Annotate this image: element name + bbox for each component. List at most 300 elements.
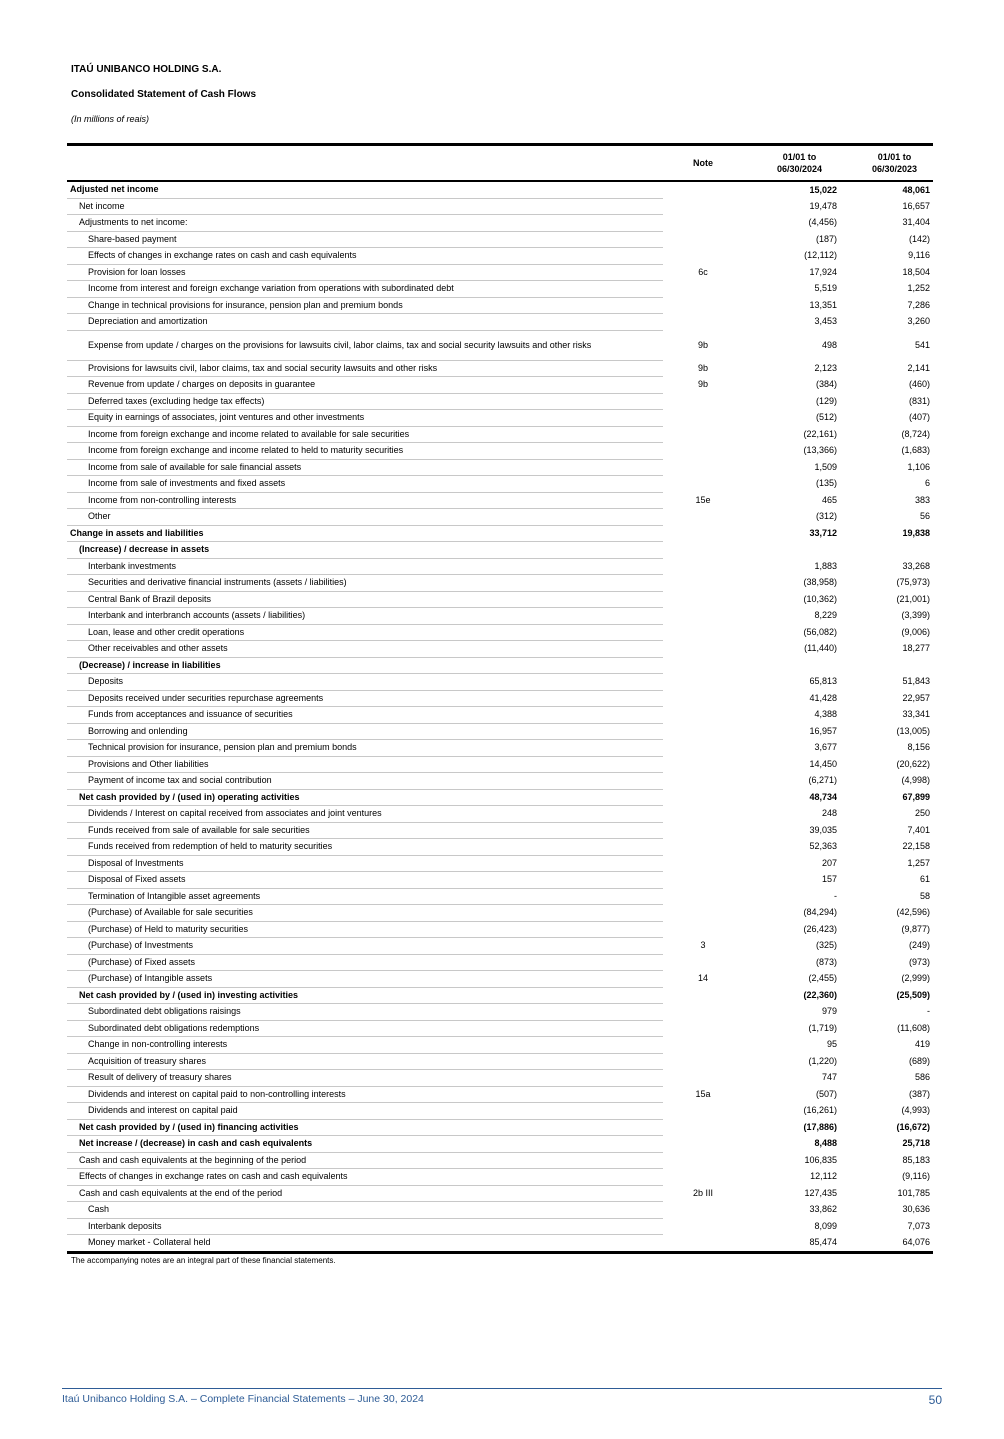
table-row [67,641,933,658]
table-row [67,624,933,641]
row-value-2024: 8,099 [814,1220,837,1231]
row-value-2023: (689) [908,1055,930,1066]
table-row [67,872,933,889]
row-label: Securities and derivative financial instruments (assets / liabilities) [67,575,663,592]
row-note [663,281,743,298]
row-label: Provisions and Other liabilities [67,756,663,773]
row-note [663,1152,743,1169]
row-label: Interbank deposits [67,1218,663,1235]
table-row [67,855,933,872]
row-note [663,839,743,856]
row-label: Income from foreign exchange and income related to held to maturity securities [67,443,663,460]
header-period-2024-line2: 06/30/2024 [776,164,823,174]
table-row [67,330,933,360]
row-value-2024: 747 [821,1072,837,1083]
table-row [67,1103,933,1120]
row-value-2023: 419 [914,1039,930,1050]
table-row [67,707,933,724]
table-row [67,231,933,248]
row-note [663,987,743,1004]
row-note [663,888,743,905]
row-value-2023: - [927,1006,930,1017]
row-value-2023 [840,657,933,674]
row-note [663,231,743,248]
row-value-2023: 7,073 [907,1220,930,1231]
cash-flow-table [67,143,933,1254]
row-label: Cash and cash equivalents at the end of the period [67,1185,663,1202]
row-value-2024: 41,428 [809,692,837,703]
row-label: Provision for loan losses [67,264,663,281]
row-note [663,1136,743,1153]
row-value-2023: 85,183 [902,1154,930,1165]
row-value-2024: (11,440) [804,643,837,654]
row-label: Acquisition of treasury shares [67,1053,663,1070]
row-note [663,822,743,839]
row-value-2023: 1,106 [907,461,930,472]
row-value-2024: (384) [815,379,837,390]
row-label: Technical provision for insurance, pension plan and premium bonds [67,740,663,757]
row-value-2023: 33,268 [902,560,930,571]
row-value-2023: 6 [924,478,930,489]
row-value-2024: 106,835 [804,1154,837,1165]
row-note [663,756,743,773]
row-label: Interbank investments [67,558,663,575]
row-value-2024: (187) [815,233,837,244]
row-value-2023: (75,973) [896,577,930,588]
row-note [663,690,743,707]
row-note [663,215,743,232]
row-value-2024: (1,220) [808,1055,837,1066]
row-note: 14 [697,973,708,984]
row-note [663,181,743,198]
row-value-2023: (9,006) [901,626,930,637]
row-value-2023: 18,277 [902,643,930,654]
row-note [663,1037,743,1054]
row-value-2023: (9,116) [902,1171,930,1182]
row-note [663,789,743,806]
row-value-2023: 3,260 [907,316,930,327]
row-label: Dividends and interest on capital paid to non-controlling interests [67,1086,663,1103]
row-value-2023: 8,156 [907,742,930,753]
table-row [67,492,933,509]
row-note: 2b III [692,1187,713,1198]
row-note [663,525,743,542]
header-period-2024-line1: 01/01 to [782,152,817,162]
header-period-2024 [743,145,840,182]
table-row [67,575,933,592]
row-label: (Purchase) of Available for sale securities [67,905,663,922]
row-value-2024: (22,161) [803,428,837,439]
table-row [67,1004,933,1021]
row-label: Net increase / (decrease) in cash and cash equivalents [67,1136,663,1153]
row-value-2023: 383 [914,494,930,505]
row-label: Disposal of Investments [67,855,663,872]
table-row [67,1037,933,1054]
row-value-2023: (973) [908,956,930,967]
row-value-2024: (10,362) [803,593,837,604]
row-value-2023: (8,724) [901,428,930,439]
row-value-2024: 498 [821,339,837,350]
row-label: Funds received from redemption of held to maturity securities [67,839,663,856]
row-note: 9b [697,362,708,373]
row-value-2024: (135) [815,478,837,489]
row-label: Provisions for lawsuits civil, labor claims, tax and social security lawsuits and other risks [67,360,663,377]
row-note [663,426,743,443]
table-row [67,657,933,674]
row-label: (Purchase) of Investments [67,938,663,955]
row-value-2024: (6,271) [808,775,837,786]
row-label: Other receivables and other assets [67,641,663,658]
row-value-2023: (25,509) [896,989,930,1000]
row-label: Income from sale of available for sale financial assets [67,459,663,476]
row-note [663,657,743,674]
row-label: Effects of changes in exchange rates on cash and cash equivalents [67,248,663,265]
row-value-2024: 8,488 [814,1138,837,1149]
row-label: Cash [67,1202,663,1219]
table-row [67,971,933,988]
row-value-2023 [840,542,933,559]
row-value-2023: (831) [908,395,930,406]
row-label: Equity in earnings of associates, joint ventures and other investments [67,410,663,427]
row-note [663,1235,743,1253]
row-value-2024: 33,712 [809,527,837,538]
row-value-2024: 33,862 [809,1204,837,1215]
row-note [663,624,743,641]
table-row [67,525,933,542]
row-note [663,198,743,215]
row-value-2024: 15,022 [809,184,837,195]
row-note [663,314,743,331]
row-value-2023: 101,785 [897,1187,930,1198]
table-row [67,1152,933,1169]
row-value-2023: 2,141 [907,362,930,373]
row-value-2023: (21,001) [896,593,930,604]
table-row [67,938,933,955]
row-note [663,855,743,872]
row-note [663,1169,743,1186]
row-label: Adjusted net income [67,181,663,198]
table-body [67,181,933,1252]
row-label: Other [67,509,663,526]
row-label: Expense from update / charges on the provisions for lawsuits civil, labor claims, tax and social security lawsuits and other risks [67,330,663,360]
row-label: Change in technical provisions for insurance, pension plan and premium bonds [67,297,663,314]
row-label: Interbank and interbranch accounts (assets / liabilities) [67,608,663,625]
table-row [67,459,933,476]
row-value-2024: (13,366) [803,445,837,456]
row-value-2024: 14,450 [809,758,837,769]
header-period-2023-line2: 06/30/2023 [871,164,918,174]
row-value-2023: (16,672) [896,1121,930,1132]
table-row [67,723,933,740]
footnote: The accompanying notes are an integral part of these financial statements. [71,1256,336,1265]
row-value-2023: 9,116 [908,250,930,261]
row-value-2024: 16,957 [809,725,837,736]
row-label: Borrowing and onlending [67,723,663,740]
row-value-2024: (512) [815,412,837,423]
row-value-2024: 13,351 [809,299,837,310]
row-note [663,1119,743,1136]
table-row [67,1070,933,1087]
row-label: Net cash provided by / (used in) investing activities [67,987,663,1004]
row-value-2023: 250 [914,808,930,819]
row-label: Dividends and interest on capital paid [67,1103,663,1120]
row-value-2024: (4,456) [808,217,837,228]
table-row [67,314,933,331]
table-row [67,360,933,377]
row-label: Result of delivery of treasury shares [67,1070,663,1087]
row-value-2024: 1,883 [814,560,837,571]
row-value-2023: (142) [908,233,930,244]
table-row [67,591,933,608]
table-row [67,822,933,839]
table-row [67,558,933,575]
row-note: 3 [700,940,706,951]
row-note [663,558,743,575]
table-row [67,1202,933,1219]
row-value-2023: 16,657 [902,200,930,211]
table-row [67,1218,933,1235]
table-row [67,806,933,823]
row-label: Change in assets and liabilities [67,525,663,542]
row-value-2024: (26,423) [803,923,837,934]
table-row [67,1053,933,1070]
row-value-2023: (1,683) [901,445,930,456]
row-value-2023: (13,005) [896,725,930,736]
row-value-2023: (4,998) [901,775,930,786]
row-label: Income from non-controlling interests [67,492,663,509]
row-note [663,509,743,526]
row-value-2024: - [834,890,837,901]
row-label: Effects of changes in exchange rates on cash and cash equivalents [67,1169,663,1186]
row-note [663,707,743,724]
row-label: Loan, lease and other credit operations [67,624,663,641]
row-value-2023: 1,257 [907,857,930,868]
row-note [663,921,743,938]
row-note [663,410,743,427]
row-value-2024: 157 [821,874,837,885]
table-row [67,509,933,526]
row-value-2023: 586 [914,1072,930,1083]
table-row [67,1185,933,1202]
row-value-2024: 65,813 [809,676,837,687]
row-label: Change in non-controlling interests [67,1037,663,1054]
table-row [67,443,933,460]
header-period-2023-line1: 01/01 to [877,152,912,162]
row-value-2024: 248 [821,808,837,819]
row-note [663,723,743,740]
row-value-2023: 22,957 [902,692,930,703]
row-value-2023: 541 [914,339,930,350]
page-number: 50 [928,1393,942,1407]
table-row [67,690,933,707]
table-row [67,1169,933,1186]
row-note: 6c [698,266,708,277]
row-value-2023: (249) [908,940,930,951]
table-row [67,921,933,938]
row-value-2024: 17,924 [809,266,837,277]
row-value-2023: (3,399) [901,610,930,621]
row-value-2023: 56 [919,511,930,522]
row-value-2023: (4,993) [901,1105,930,1116]
row-note [663,954,743,971]
row-label: (Decrease) / increase in liabilities [67,657,663,674]
row-label: Net cash provided by / (used in) financing activities [67,1119,663,1136]
row-value-2023: 7,401 [907,824,930,835]
row-value-2023: (387) [908,1088,930,1099]
table-row [67,426,933,443]
row-value-2023: (2,999) [901,973,930,984]
row-value-2023: 51,843 [902,676,930,687]
unit-note: (In millions of reais) [71,114,150,124]
table-row [67,608,933,625]
row-note [663,459,743,476]
row-value-2024 [743,542,840,559]
row-value-2024: 95 [826,1039,837,1050]
row-note [663,806,743,823]
table-row [67,393,933,410]
row-value-2024: (129) [815,395,837,406]
row-label: Income from sale of investments and fixed assets [67,476,663,493]
row-label: Share-based payment [67,231,663,248]
row-note [663,872,743,889]
table-row [67,476,933,493]
row-value-2023: 33,341 [902,709,930,720]
row-value-2024: 465 [821,494,837,505]
row-label: Deposits [67,674,663,691]
row-label: Revenue from update / charges on deposits in guarantee [67,377,663,394]
row-value-2024: (507) [815,1088,837,1099]
table-row [67,181,933,198]
row-value-2024: (17,886) [803,1121,837,1132]
row-value-2023: 48,061 [902,184,930,195]
row-label: Money market - Collateral held [67,1235,663,1253]
row-value-2024: 12,112 [810,1171,837,1182]
cash-flow-table-container [67,143,933,1254]
row-note [663,575,743,592]
table-row [67,215,933,232]
row-value-2023: 25,718 [902,1138,930,1149]
row-note: 15a [695,1088,711,1099]
row-value-2023: (460) [908,379,930,390]
row-value-2024: 207 [821,857,837,868]
row-note: 9b [697,379,708,390]
table-row [67,674,933,691]
row-value-2024: 3,453 [814,316,837,327]
row-note [663,591,743,608]
table-row [67,987,933,1004]
company-name: ITAÚ UNIBANCO HOLDING S.A. [71,64,222,75]
row-note [663,542,743,559]
row-note [663,476,743,493]
row-label: Funds received from sale of available for sale securities [67,822,663,839]
row-value-2024: 127,435 [804,1187,837,1198]
row-label: (Purchase) of Intangible assets [67,971,663,988]
row-value-2024: 85,474 [809,1237,837,1247]
statement-title: Consolidated Statement of Cash Flows [71,89,257,100]
row-note [663,641,743,658]
row-value-2024: (16,261) [803,1105,837,1116]
footer-divider [62,1388,942,1389]
row-label: Disposal of Fixed assets [67,872,663,889]
table-row [67,740,933,757]
row-note [663,1103,743,1120]
table-row [67,1020,933,1037]
row-value-2024: (2,455) [808,973,837,984]
table-row [67,198,933,215]
row-note [663,905,743,922]
row-value-2023: 22,158 [902,841,930,852]
table-row [67,954,933,971]
row-label: Depreciation and amortization [67,314,663,331]
table-row [67,839,933,856]
row-label: Termination of Intangible asset agreements [67,888,663,905]
row-value-2023: 7,286 [907,299,930,310]
row-note [663,1202,743,1219]
row-value-2023: (407) [908,412,930,423]
table-row [67,756,933,773]
table-row [67,1119,933,1136]
row-value-2024: 48,734 [809,791,837,802]
row-value-2024 [743,657,840,674]
row-label: Payment of income tax and social contribution [67,773,663,790]
row-value-2024: 3,677 [814,742,837,753]
header-label-spacer [67,145,663,182]
row-value-2024: (12,112) [804,250,837,261]
row-label: Deferred taxes (excluding hedge tax effects) [67,393,663,410]
row-value-2024: 39,035 [809,824,837,835]
table-row [67,1136,933,1153]
row-note [663,1218,743,1235]
row-note [663,443,743,460]
row-value-2023: 67,899 [902,791,930,802]
row-value-2023: 19,838 [902,527,930,538]
row-value-2024: (325) [815,940,837,951]
table-row [67,248,933,265]
row-note [663,773,743,790]
row-value-2024: (312) [815,511,837,522]
row-value-2024: (22,360) [803,989,837,1000]
header-period-2023 [840,145,933,182]
row-value-2023: 30,636 [902,1204,930,1215]
row-note [663,1004,743,1021]
row-value-2024: (873) [815,956,837,967]
row-label: Dividends / Interest on capital received from associates and joint ventures [67,806,663,823]
row-label: Net income [67,198,663,215]
row-value-2023: 18,504 [902,266,930,277]
row-value-2023: (11,608) [897,1022,930,1033]
table-row [67,773,933,790]
row-value-2024: 4,388 [814,709,837,720]
row-value-2024: 979 [821,1006,837,1017]
row-note [663,393,743,410]
row-label: (Increase) / decrease in assets [67,542,663,559]
table-row [67,888,933,905]
row-label: Income from interest and foreign exchange variation from operations with subordinated debt [67,281,663,298]
table-row [67,377,933,394]
row-value-2024: 8,229 [814,610,837,621]
row-value-2024: (84,294) [803,907,837,918]
table-row [67,1235,933,1253]
row-note: 9b [697,339,708,350]
row-label: (Purchase) of Fixed assets [67,954,663,971]
row-note [663,248,743,265]
table-row [67,905,933,922]
table-row [67,789,933,806]
row-value-2024: 1,509 [814,461,837,472]
row-label: Adjustments to net income: [67,215,663,232]
row-note [663,608,743,625]
row-label: Central Bank of Brazil deposits [67,591,663,608]
